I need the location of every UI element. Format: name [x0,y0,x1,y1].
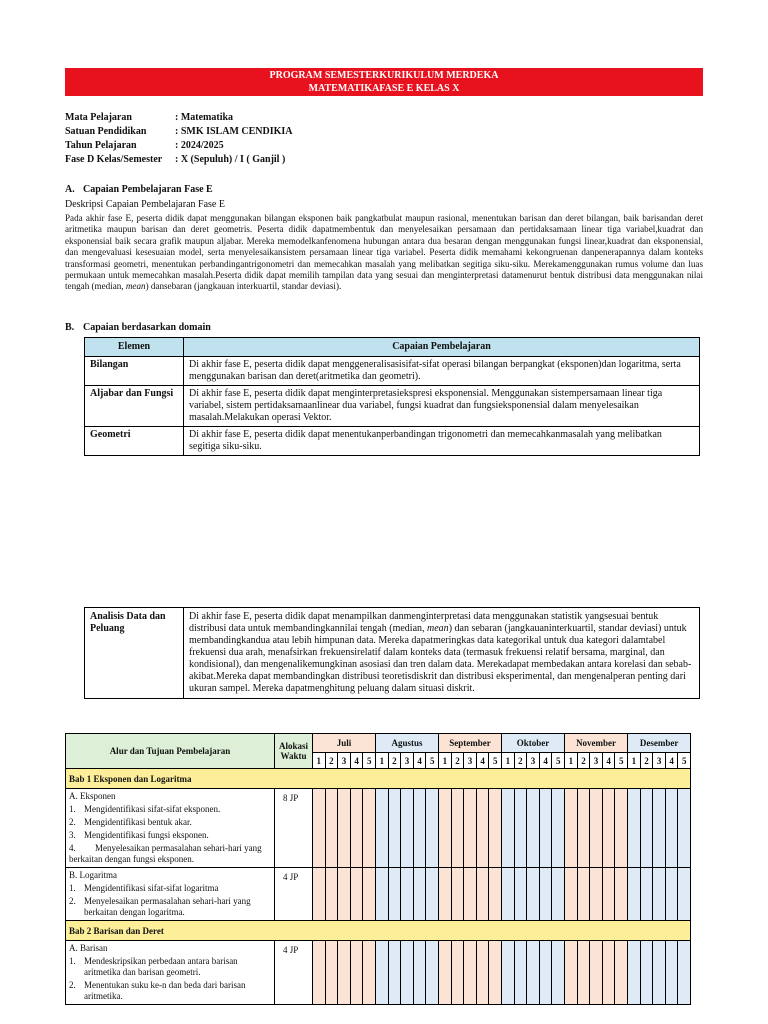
week-cell[interactable] [325,789,338,868]
week-cell[interactable] [388,789,401,868]
week-cell[interactable] [376,789,389,868]
month-header: November [565,734,628,753]
week-number: 5 [552,753,565,769]
week-number: 1 [502,753,515,769]
week-cell[interactable] [464,789,477,868]
col-capaian: Capaian Pembelajaran [184,338,700,357]
week-cell[interactable] [363,868,376,921]
week-number: 2 [325,753,338,769]
table-row: Analisis Data dan Peluang Di akhir fase E, peserta didik dapat menampilkan danmenginterpretasi data menggunakan statistik yangsesuai bentuk distribusi data untuk membandingkannilai tengah (median, mean) dan sebaran (jangkauaninterkuartil, standar deviasi) untuk membandingkandua atau lebih himpunan data. Mereka dapatmeringkas data kategorikal untuk dua kategori dalamtabel frekuensi dua arah, menafsirkan frekuensirelatif dalam konteks data (termasuk frekuensi relatif bersama, marginal, dan kondisional), dan mengenalikemungkinan asosiasi dan tren dalam data. Merekadapat membedakan antara korelasi dan sebab-akibat.Mereka dapat membandingkan distribusi teoretisdiskrit dan distribusi eksperimental, dan mengenalperan penting dari ukuran sampel. Mereka dapatmenghitung peluang dalam situasi diskrit. [85,608,700,699]
table-row [66,941,691,1005]
week-number: 2 [451,753,464,769]
week-cell[interactable] [527,941,540,1005]
week-cell[interactable] [502,941,515,1005]
week-number: 4 [350,753,363,769]
col-alokasi: Alokasi Waktu [275,734,313,769]
week-cell[interactable] [539,789,552,868]
domain-table-continued [84,607,700,699]
subtopic-title: A. Barisan [69,943,108,953]
week-cell[interactable] [439,941,452,1005]
week-cell[interactable] [476,941,489,1005]
week-cell[interactable] [376,941,389,1005]
week-cell[interactable] [350,941,363,1005]
week-cell[interactable] [413,789,426,868]
week-cell[interactable] [451,941,464,1005]
week-cell[interactable] [590,941,603,1005]
month-header: Juli [313,734,376,753]
list-item: 3. Mengidentifikasi fungsi eksponen. [69,830,209,840]
week-cell[interactable] [338,868,351,921]
week-number: 1 [439,753,452,769]
week-cell[interactable] [653,868,666,921]
domain-table [84,337,700,456]
week-number: 1 [628,753,641,769]
section-a [65,183,703,293]
week-cell[interactable] [577,868,590,921]
week-cell[interactable] [602,789,615,868]
week-cell[interactable] [464,868,477,921]
week-number: 5 [615,753,628,769]
week-cell[interactable] [628,941,641,1005]
list-item: 2. Mengidentifikasi bentuk akar. [69,817,192,827]
week-cell[interactable] [665,941,678,1005]
week-cell[interactable] [590,789,603,868]
week-cell[interactable] [640,868,653,921]
week-cell[interactable] [489,941,502,1005]
table-row [66,789,691,868]
week-number: 2 [388,753,401,769]
learning-objective-cell [66,941,275,1005]
week-cell[interactable] [502,868,515,921]
list-item: 2. Menentukan suku ke-n dan beda dari barisan aritmetika. [69,980,246,1001]
week-number: 5 [489,753,502,769]
week-cell[interactable] [439,789,452,868]
list-item: 4. Menyelesaikan permasalahan sehari-hari yang berkaitan dengan fungsi eksponen. [69,843,262,864]
table-row: Bilangan Di akhir fase E, peserta didik dapat menggeneralisasisifat-sifat operasi bilangan berpangkat (eksponen)dan logaritma, serta menggunakan barisan dan deret(aritmetika dan geometri). [85,357,700,386]
week-cell[interactable] [527,868,540,921]
week-cell[interactable] [476,789,489,868]
week-cell[interactable] [401,789,414,868]
week-cell[interactable] [640,789,653,868]
title-line-1: PROGRAM SEMESTERKURIKULUM MERDEKA [269,70,499,81]
week-cell[interactable] [489,789,502,868]
title-line-2: MATEMATIKAFASE E KELAS X [308,83,460,94]
week-cell[interactable] [363,941,376,1005]
subtopic-title: B. Logaritma [69,870,117,880]
section-a-paragraph: Pada akhir fase E, peserta didik dapat menggunakan bilangan eksponen baik pangkatbulat maupun rasional, menentukan barisan dan deret bilangan, baik barisandan deret aritmetika maupun barisan dan deret geometris. Peserta didik dapatmembentuk dan menyelesaikan persamaan dan pertidaksamaan linear tiga variabel,kuadrat dan eksponensial baik secara grafik maupun aljabar. Mereka memodelkanfenomena hubungan antara dua besaran dengan menggunakan fungsi linear,kuadrat dan eksponensial, dan mengevaluasi kesesuaian model, serta menyelesaikansistem persamaan linear tiga variabel. Peserta didik memahami kekongruenan danpenerapannya dalam konteks transformasi geometri, menentukan perbandingantrigonometri dan memecahkan masalah yang melibatkan segitiga siku-siku. Merekamenggunakan rumus volume dan luas permukaan untuk memecahkan masalah.Peserta didik dapat memilih tampilan data yang sesuai dan menginterpretasi datamenurut bentuk distribusi data menggunakan nilai tengah (median, mean) dansebaran (jangkauan interkuartil, standar deviasi). [65,213,703,292]
week-number: 2 [640,753,653,769]
week-cell[interactable] [514,789,527,868]
time-allocation: 4 JP [275,941,313,1005]
week-cell[interactable] [565,941,578,1005]
week-cell[interactable] [552,941,565,1005]
week-cell[interactable] [628,868,641,921]
week-cell[interactable] [350,789,363,868]
document-title-banner [65,68,703,96]
chapter-row [66,921,691,941]
week-cell[interactable] [439,868,452,921]
week-number: 2 [514,753,527,769]
week-cell[interactable] [565,868,578,921]
month-header: Agustus [376,734,439,753]
info-row: Tahun Pelajaran : 2024/2025 [65,140,224,151]
info-row: Mata Pelajaran : Matematika [65,112,234,123]
week-cell[interactable] [451,789,464,868]
week-cell[interactable] [615,868,628,921]
week-cell[interactable] [401,868,414,921]
col-elemen: Elemen [85,338,184,357]
section-b-heading: B. Capaian berdasarkan domain [65,322,211,333]
week-cell[interactable] [552,789,565,868]
week-number: 2 [577,753,590,769]
week-cell[interactable] [552,868,565,921]
week-cell[interactable] [476,868,489,921]
month-header: Oktober [502,734,565,753]
time-allocation: 8 JP [275,789,313,868]
semester-schedule-table [65,733,691,1005]
week-cell[interactable] [615,941,628,1005]
week-cell[interactable] [602,941,615,1005]
week-cell[interactable] [325,941,338,1005]
week-cell[interactable] [451,868,464,921]
chapter-title: Bab 1 Eksponen dan Logaritma [66,769,691,789]
week-cell[interactable] [678,789,691,868]
month-header: Desember [628,734,691,753]
week-cell[interactable] [514,868,527,921]
table-row: Aljabar dan Fungsi Di akhir fase E, peserta didik dapat menginterpretasiekspresi eksponensial. Menggunakan sistempersamaan linear tiga variabel, sistem pertidaksamaanlinear dua variabel, fungsi kuadrat dan fungsieksponensial dalam menyelesaikan masalah.Melakukan operasi Vektor. [85,386,700,427]
week-number: 3 [590,753,603,769]
week-cell[interactable] [539,941,552,1005]
week-cell[interactable] [628,789,641,868]
week-cell[interactable] [426,868,439,921]
week-cell[interactable] [653,789,666,868]
week-number: 3 [401,753,414,769]
col-alur: Alur dan Tujuan Pembelajaran [66,734,275,769]
week-cell[interactable] [464,941,477,1005]
month-header: September [439,734,502,753]
table-row: Geometri Di akhir fase E, peserta didik dapat menentukanperbandingan trigonometri dan memecahkanmasalah yang melibatkan segitiga siku-siku. [85,427,700,456]
list-item: 1. Mengidentifikasi sifat-sifat logaritma [69,883,219,893]
learning-objective-cell [66,789,275,868]
week-cell[interactable] [577,941,590,1005]
week-number: 5 [678,753,691,769]
time-allocation: 4 JP [275,868,313,921]
week-number: 4 [539,753,552,769]
learning-objective-cell [66,868,275,921]
week-cell[interactable] [602,868,615,921]
week-number: 5 [426,753,439,769]
week-cell[interactable] [363,789,376,868]
week-cell[interactable] [376,868,389,921]
week-number: 4 [665,753,678,769]
week-cell[interactable] [502,789,515,868]
week-cell[interactable] [325,868,338,921]
week-cell[interactable] [678,941,691,1005]
info-row: Fase D Kelas/Semester : X (Sepuluh) / I ( Ganjil ) [65,154,286,165]
week-cell[interactable] [514,941,527,1005]
week-cell[interactable] [653,941,666,1005]
week-cell[interactable] [401,941,414,1005]
week-cell[interactable] [527,789,540,868]
section-a-heading: A. Capaian Pembelajaran Fase E [65,184,213,195]
week-cell[interactable] [640,941,653,1005]
list-item: 1. Mengidentifikasi sifat-sifat eksponen. [69,804,221,814]
section-a-subtitle: Deskripsi Capaian Pembelajaran Fase E [65,199,225,210]
subtopic-title: A. Eksponen [69,791,116,801]
week-cell[interactable] [665,789,678,868]
week-number: 3 [464,753,477,769]
week-cell[interactable] [665,868,678,921]
week-cell[interactable] [577,789,590,868]
week-number: 1 [565,753,578,769]
week-cell[interactable] [590,868,603,921]
week-number: 5 [363,753,376,769]
list-item: 2. Menyelesaikan permasalahan sehari-hari yang berkaitan dengan logaritma. [69,896,251,917]
week-cell[interactable] [678,868,691,921]
week-cell[interactable] [539,868,552,921]
list-item: 1. Mendeskripsikan perbedaan antara barisan aritmetika dan barisan geometri. [69,956,238,977]
week-cell[interactable] [313,868,326,921]
week-number: 4 [602,753,615,769]
week-cell[interactable] [489,868,502,921]
week-cell[interactable] [313,941,326,1005]
week-cell[interactable] [350,868,363,921]
week-cell[interactable] [313,789,326,868]
week-number: 4 [413,753,426,769]
chapter-title: Bab 2 Barisan dan Deret [66,921,691,941]
week-cell[interactable] [388,941,401,1005]
table-row [66,868,691,921]
chapter-row [66,769,691,789]
week-cell[interactable] [338,941,351,1005]
week-number: 1 [313,753,326,769]
week-number: 3 [653,753,666,769]
week-cell[interactable] [426,941,439,1005]
week-cell[interactable] [413,941,426,1005]
week-cell[interactable] [615,789,628,868]
week-number: 3 [527,753,540,769]
identity-block [65,111,293,167]
week-cell[interactable] [413,868,426,921]
week-number: 3 [338,753,351,769]
week-cell[interactable] [388,868,401,921]
info-row: Satuan Pendidikan : SMK ISLAM CENDIKIA [65,126,293,137]
week-cell[interactable] [565,789,578,868]
week-number: 1 [376,753,389,769]
week-cell[interactable] [338,789,351,868]
week-number: 4 [476,753,489,769]
week-cell[interactable] [426,789,439,868]
